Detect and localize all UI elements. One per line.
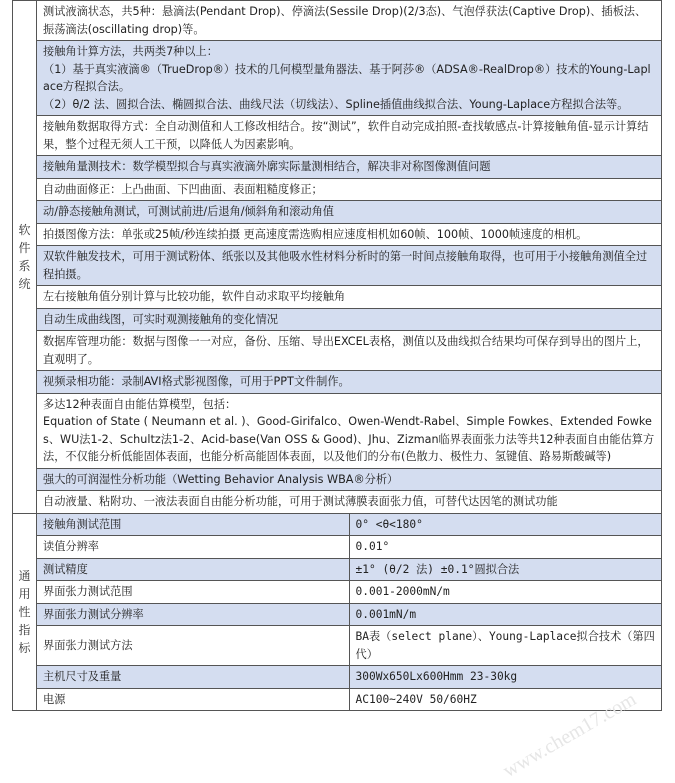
software-feature: [37, 223, 662, 246]
feature-line: 强大的可润湿性分析功能（Wetting Behavior Analysis WBA®分析）: [43, 472, 399, 486]
spec-value: 300Wx650Lx600Hmm 23-30kg: [349, 666, 662, 689]
category-char: 系: [18, 258, 31, 273]
spec-row: [13, 513, 662, 536]
software-feature: [37, 491, 662, 514]
software-row: [13, 1, 662, 41]
spec-value: BA表（select plane）、Young-Laplace拟合技术（第四代）: [349, 626, 662, 666]
spec-row: [13, 536, 662, 559]
spec-label: 界面张力测试范围: [37, 581, 350, 604]
feature-line: 接触角计算方法，共两类7种以上：: [43, 45, 218, 58]
category-char: 性: [18, 604, 31, 619]
feature-line: 左右接触角值分别计算与比较功能，软件自动求取平均接触角: [43, 290, 346, 303]
category-char: 统: [18, 276, 31, 291]
software-feature: [37, 116, 662, 156]
spec-value: ±1° (θ/2 法) ±0.1°圆拟合法: [349, 558, 662, 581]
feature-line: （1）基于真实液滴®（TrueDrop®）技术的几何模型量角器法、基于阿莎®（ADSA®-RealDrop®）技术的Young-Laplace方程拟合法。: [43, 62, 651, 93]
watermark: www.chem17.com: [499, 688, 641, 783]
software-row: [13, 308, 662, 331]
feature-line: 接触角量测技术：数学模型拟合与真实液滴外廓实际量测相结合，解决非对称图像测值问题: [43, 160, 491, 173]
spec-row: [13, 558, 662, 581]
spec-table: [12, 0, 662, 711]
feature-line: 测试液滴状态，共5种：悬滴法(Pendant Drop)、停滴法(Sessile Drop)(2/3态)、气泡俘获法(Captive Drop)、插板法、振荡滴法(oscillating drop)等。: [43, 5, 647, 36]
software-feature: [37, 201, 662, 224]
software-row: [13, 468, 662, 491]
software-feature: [37, 331, 662, 371]
software-row: [13, 41, 662, 116]
feature-line: 自动液量、粘附功、一液法表面自由能分析功能，可用于测试薄膜表面张力值，可替代达因笔的测试功能: [43, 495, 558, 508]
feature-line: （2）θ/2 法、圆拟合法、椭圆拟合法、曲线尺法（切线法）、Spline插值曲线拟合法、Young-Laplace方程拟合法等。: [43, 97, 629, 111]
spec-row: [13, 581, 662, 604]
software-feature: [37, 1, 662, 41]
software-row: [13, 393, 662, 468]
category-char: 软: [18, 222, 31, 237]
feature-line: 视频录相功能：录制AVI格式影视图像，可用于PPT文件制作。: [43, 375, 350, 388]
spec-value: 0.001-2000mN/m: [349, 581, 662, 604]
feature-line: 动/静态接触角测试，可测试前进/后退角/倾斜角和滚动角值: [43, 205, 334, 218]
feature-line: 多达12种表面自由能估算模型，包括：: [43, 397, 237, 411]
spec-row: [13, 666, 662, 689]
category-char: 指: [18, 622, 31, 637]
software-feature: [37, 468, 662, 491]
software-row: [13, 491, 662, 514]
spec-value: 0.001mN/m: [349, 603, 662, 626]
software-feature: [37, 178, 662, 201]
software-row: [13, 116, 662, 156]
category-char: 件: [18, 240, 31, 255]
spec-label: 界面张力测试分辨率: [37, 603, 350, 626]
software-row: [13, 223, 662, 246]
software-feature: [37, 371, 662, 394]
feature-line: 数据库管理功能：数据与图像一一对应，备份、压缩、导出EXCEL表格，测值以及曲线拟合结果均可保存到导出的图片上，直观明了。: [43, 335, 649, 366]
feature-line: Equation of State ( Neumann et al. )、Good-Girifalco、Owen-Wendt-Rabel、Simple Fowkes、Extended Fowkes、WU法1-2、Schultz法1-2、Acid-base(Van OSS & Good)、Jhu、Zizman临界表面张力法等共12种表面自由能估算方法，不仅能分析低能固体表面，也能分析高能固体表面，以及他们的分布(色散力、极性力、氢键值、路易斯酸碱等): [43, 415, 655, 463]
spec-table-body: [13, 1, 662, 711]
spec-value: 0.01°: [349, 536, 662, 559]
software-row: [13, 201, 662, 224]
spec-label: 测试精度: [37, 558, 350, 581]
category-char: 用: [18, 586, 31, 601]
spec-row: [13, 688, 662, 711]
feature-line: 接触角数据取得方式：全自动测值和人工修改相结合。按“测试”，软件自动完成拍照-查找敏感点-计算接触角值-显示计算结果，整个过程无须人工干预，以降低人为因素影响。: [43, 120, 649, 151]
spec-label: 接触角测试范围: [37, 513, 350, 536]
software-feature: [37, 156, 662, 179]
category-char: 标: [18, 640, 31, 655]
spec-label: 读值分辨率: [37, 536, 350, 559]
software-feature: [37, 41, 662, 116]
spec-label: 电源: [37, 688, 350, 711]
spec-label: 界面张力测试方法: [37, 626, 350, 666]
feature-line: 拍摄图像方法：单张或25帧/秒连续拍摄 更高速度需选购相应速度相机如60帧、100帧、1000帧速度的相机。: [43, 227, 588, 241]
software-row: [13, 371, 662, 394]
category-char: 通: [18, 568, 31, 583]
software-row: [13, 156, 662, 179]
feature-line: 自动曲面修正：上凸曲面、下凹曲面、表面粗糙度修正；: [43, 182, 323, 196]
software-feature: [37, 308, 662, 331]
software-row: [13, 178, 662, 201]
category-software: [13, 1, 37, 514]
software-row: [13, 331, 662, 371]
software-feature: [37, 393, 662, 468]
spec-row: [13, 603, 662, 626]
spec-label: 主机尺寸及重量: [37, 666, 350, 689]
spec-value: AC100~240V 50/60HZ: [349, 688, 662, 711]
category-general: [13, 513, 37, 711]
feature-line: 双软件触发技术，可用于测试粉体、纸张以及其他吸水性材料分析时的第一时间点接触角取得，也可用于小接触角测值全过程拍摄。: [43, 250, 648, 281]
spec-value: 0° <θ<180°: [349, 513, 662, 536]
feature-line: 自动生成曲线图，可实时观测接触角的变化情况: [43, 312, 278, 326]
software-feature: [37, 286, 662, 309]
software-row: [13, 286, 662, 309]
software-row: [13, 246, 662, 286]
spec-row: [13, 626, 662, 666]
software-feature: [37, 246, 662, 286]
